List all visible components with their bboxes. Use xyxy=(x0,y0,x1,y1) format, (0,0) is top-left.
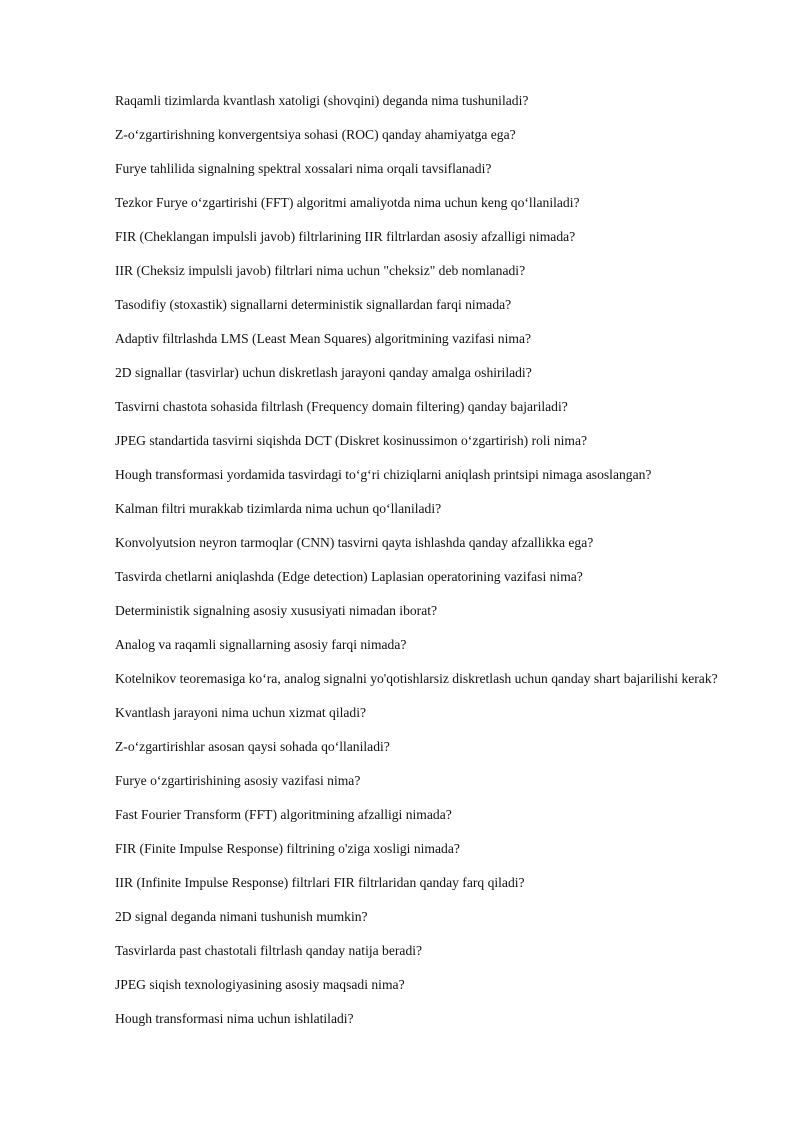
question-item: Raqamli tizimlarda kvantlash xatoligi (shovqini) deganda nima tushuniladi? xyxy=(115,93,529,108)
question-item: JPEG standartida tasvirni siqishda DCT (Diskret kosinussimon o‘zgartirish) roli nima? xyxy=(115,433,588,448)
question-item: Tasvirlarda past chastotali filtrlash qanday natija beradi? xyxy=(115,943,423,958)
question-item: Tasvirda chetlarni aniqlashda (Edge detection) Laplasian operatorining vazifasi nima? xyxy=(115,569,583,584)
question-item: Tasodifiy (stoxastik) signallarni deterministik signallardan farqi nimada? xyxy=(115,297,512,312)
question-item: Furye o‘zgartirishining asosiy vazifasi nima? xyxy=(115,773,361,788)
question-item: 2D signallar (tasvirlar) uchun diskretlash jarayoni qanday amalga oshiriladi? xyxy=(115,365,532,380)
question-item: Furye tahlilida signalning spektral xossalari nima orqali tavsiflanadi? xyxy=(115,161,492,176)
question-item: Hough transformasi yordamida tasvirdagi to‘g‘ri chiziqlarni aniqlash printsipi nimaga asoslangan? xyxy=(115,467,652,482)
question-item: Konvolyutsion neyron tarmoqlar (CNN) tasvirni qayta ishlashda qanday afzallikka ega? xyxy=(115,535,594,550)
question-item: Deterministik signalning asosiy xususiyati nimadan iborat? xyxy=(115,603,438,618)
question-item: Kvantlash jarayoni nima uchun xizmat qiladi? xyxy=(115,705,367,720)
question-item: IIR (Cheksiz impulsli javob) filtrlari nima uchun "cheksiz" deb nomlanadi? xyxy=(115,263,526,278)
question-item: Z-o‘zgartirishlar asosan qaysi sohada qo‘llaniladi? xyxy=(115,739,390,754)
question-item: Z-o‘zgartirishning konvergentsiya sohasi (ROC) qanday ahamiyatga ega? xyxy=(115,127,516,142)
question-item: Kotelnikov teoremasiga ko‘ra, analog signalni yo'qotishlarsiz diskretlash uchun qanday shart bajarilishi kerak? xyxy=(115,671,718,686)
question-item: 2D signal deganda nimani tushunish mumkin? xyxy=(115,909,368,924)
question-item: Tasvirni chastota sohasida filtrlash (Frequency domain filtering) qanday bajariladi? xyxy=(115,399,568,414)
question-list xyxy=(115,92,733,1044)
question-item: Adaptiv filtrlashda LMS (Least Mean Squares) algoritmining vazifasi nima? xyxy=(115,331,532,346)
question-item: Hough transformasi nima uchun ishlatiladi? xyxy=(115,1011,354,1026)
question-item: JPEG siqish texnologiyasining asosiy maqsadi nima? xyxy=(115,977,405,992)
question-item: Kalman filtri murakkab tizimlarda nima uchun qo‘llaniladi? xyxy=(115,501,442,516)
question-item: Tezkor Furye o‘zgartirishi (FFT) algoritmi amaliyotda nima uchun keng qo‘llaniladi? xyxy=(115,195,580,210)
question-item: IIR (Infinite Impulse Response) filtrlari FIR filtrlaridan qanday farq qiladi? xyxy=(115,875,525,890)
question-item: FIR (Cheklangan impulsli javob) filtrlarining IIR filtrlardan asosiy afzalligi nimada? xyxy=(115,229,576,244)
question-item: Fast Fourier Transform (FFT) algoritmining afzalligi nimada? xyxy=(115,807,452,822)
question-item: Analog va raqamli signallarning asosiy farqi nimada? xyxy=(115,637,407,652)
question-item: FIR (Finite Impulse Response) filtrining o'ziga xosligi nimada? xyxy=(115,841,460,856)
